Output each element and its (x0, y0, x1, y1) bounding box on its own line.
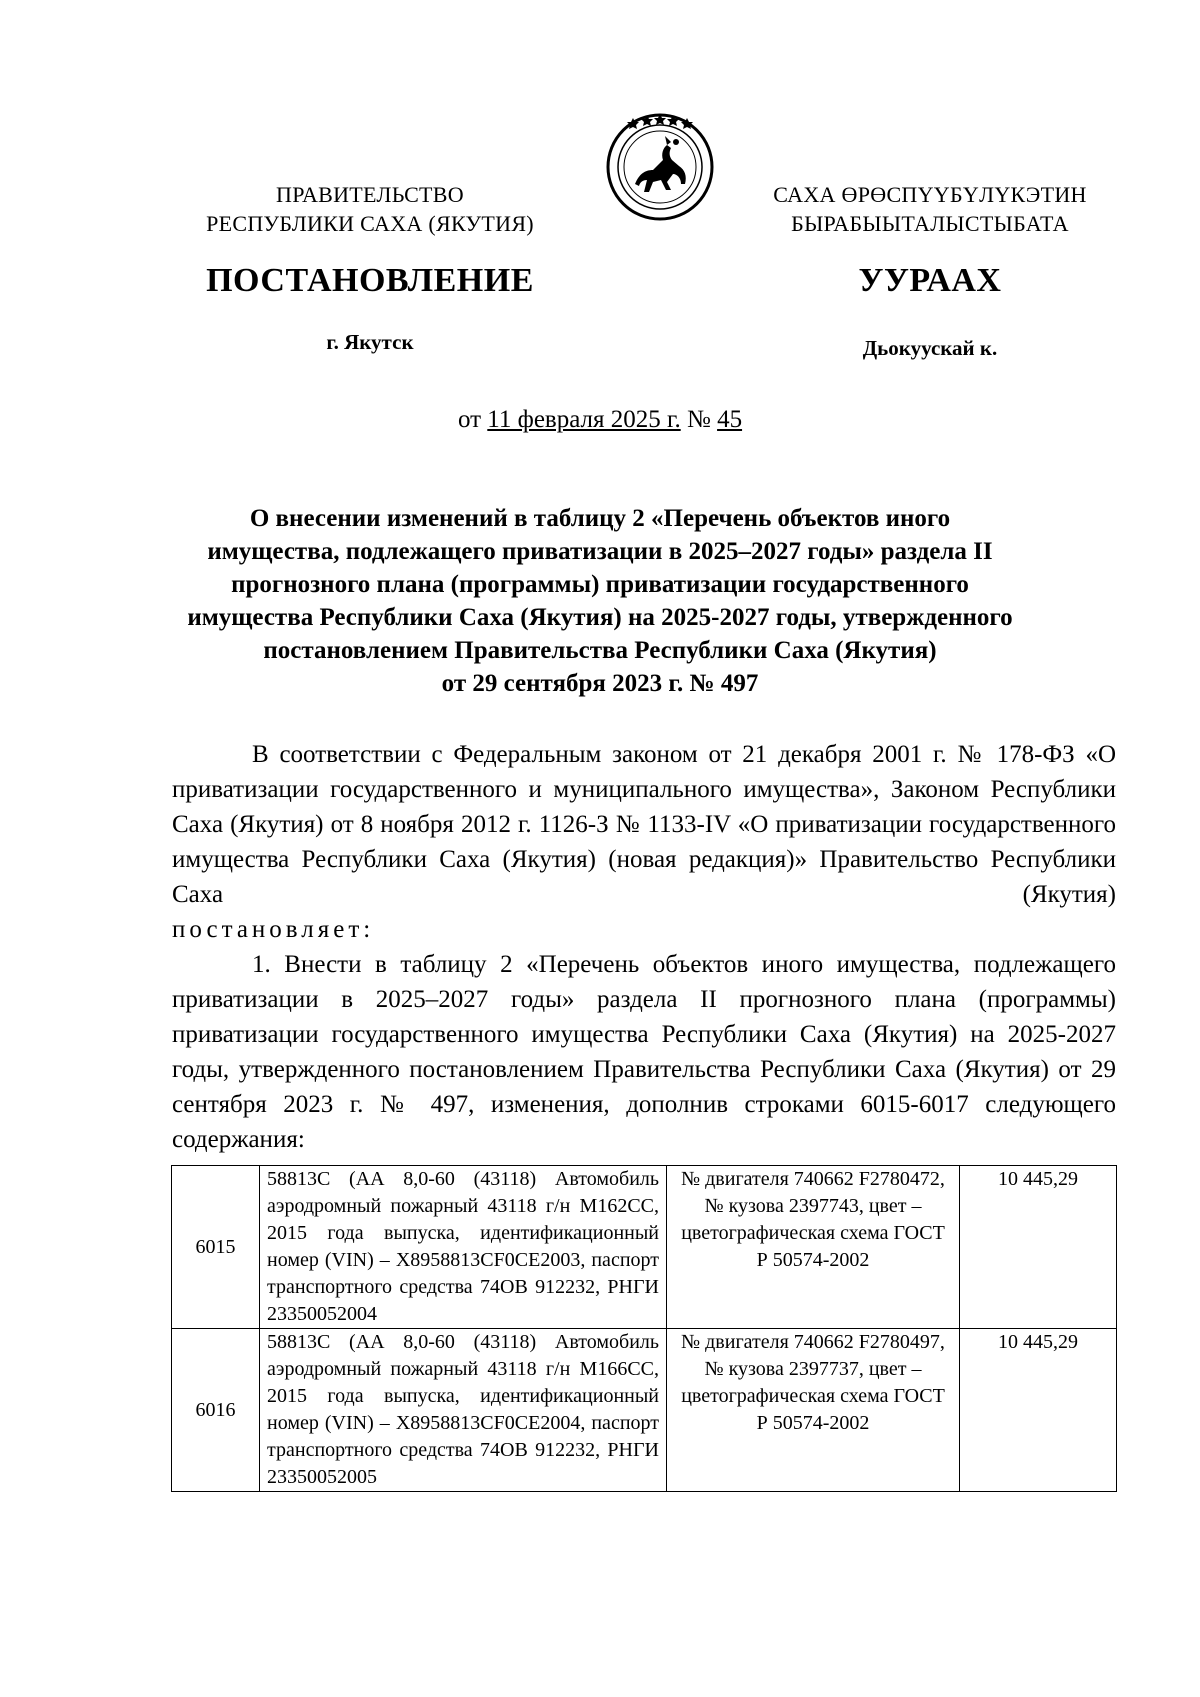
org-name-sah-line2: БЫРАБЫЫТАЛЫСТЫБАТА (791, 211, 1069, 236)
org-name-ru-line1: ПРАВИТЕЛЬСТВО (276, 182, 464, 207)
title-line: от 29 сентября 2023 г. № 497 (441, 670, 759, 697)
table-row (172, 1166, 1117, 1329)
org-name-sah-line1: САХА ӨРӨСПҮҮБҮЛҮКЭТИН (773, 182, 1087, 207)
row-description: 58813C (АА 8,0-60 (43118) Автомобиль аэродромный пожарный 43118 г/н М166СС, 2015 года выпуска, идентификационный номер (VIN) – X8958813CF0CE2004, паспорт транспортного средства 74ОВ 912232, РНГИ 23350052005 (260, 1329, 667, 1492)
city-ru: г. Якутск (326, 330, 414, 354)
title-line: имущества Республики Саха (Якутия) на 2025-2027 годы, утвержденного (187, 604, 1013, 631)
doc-type-ru: ПОСТАНОВЛЕНИЕ (206, 262, 534, 299)
coat-of-arms-icon (605, 112, 715, 222)
title-line: О внесении изменений в таблицу 2 «Перечень объектов иного (249, 505, 951, 532)
preamble-paragraph: В соответствии с Федеральным законом от 21 декабря 2001 г. № 178-ФЗ «О приватизации государственного и муниципального имущества», Законом Республики Саха (Якутия) от 8 ноября 2012 г. 1126-З № 1133-IV «О приватизации государственного имущества Республики Саха (Якутия) (новая редакция)» Правительство Республики Саха (Якутия) (172, 741, 1116, 908)
decree-word: постановляет: (172, 916, 375, 943)
doc-type-sah: УУРААХ (858, 262, 1002, 299)
org-name-ru (190, 180, 550, 238)
date-line (0, 406, 1200, 434)
row-specification: № двигателя 740662 F2780497, № кузова 2397737, цвет – цветографическая схема ГОСТ Р 50574-2002 (667, 1329, 960, 1492)
number-sign: № (686, 406, 711, 433)
title-line: имущества, подлежащего приватизации в 2025–2027 годы» раздела II (207, 538, 993, 565)
item-1-paragraph: 1. Внести в таблицу 2 «Перечень объектов иного имущества, подлежащего приватизации в 2025–2027 годы» раздела II прогнозного плана (программы) приватизации государственного имущества Республики Саха (Якутия) на 2025-2027 годы, утвержденного постановлением Правительства Республики Саха (Якутия) от 29 сентября 2023 г. № 497, изменения, дополнив строками 6015-6017 следующего содержания: (172, 951, 1116, 1153)
org-name-ru-line2: РЕСПУБЛИКИ САХА (ЯКУТИЯ) (206, 211, 534, 236)
row-number: 6016 (172, 1329, 260, 1492)
row-description: 58813C (АА 8,0-60 (43118) Автомобиль аэродромный пожарный 43118 г/н М162СС, 2015 года выпуска, идентификационный номер (VIN) – X8958813CF0CE2003, паспорт транспортного средства 74ОВ 912232, РНГИ 23350052004 (260, 1166, 667, 1329)
row-price: 10 445,29 (960, 1166, 1117, 1329)
doc-number: 45 (717, 406, 743, 433)
doc-date: 11 февраля 2025 г. (487, 406, 681, 433)
row-price: 10 445,29 (960, 1329, 1117, 1492)
city-sah: Дьокуускай к. (862, 336, 998, 360)
body (172, 737, 1116, 1157)
items-table (171, 1165, 1117, 1492)
row-number: 6015 (172, 1166, 260, 1329)
org-name-sah (750, 180, 1110, 238)
doc-title (150, 502, 1050, 700)
date-prefix: от (457, 406, 482, 433)
title-line: постановлением Правительства Республики Саха (Якутия) (263, 637, 937, 664)
row-specification: № двигателя 740662 F2780472, № кузова 2397743, цвет – цветографическая схема ГОСТ Р 50574-2002 (667, 1166, 960, 1329)
title-line: прогнозного плана (программы) приватизации государственного (231, 571, 969, 598)
table-row (172, 1329, 1117, 1492)
